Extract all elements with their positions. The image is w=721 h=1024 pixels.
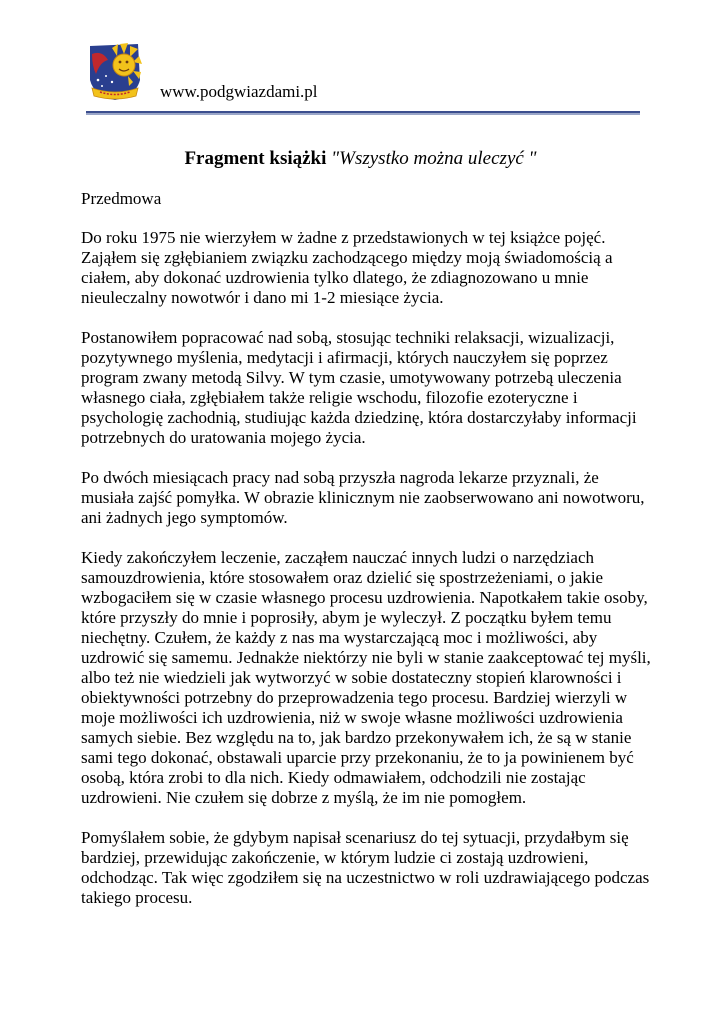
paragraph: Postanowiłem popracować nad sobą, stosując techniki relaksacji, wizualizacji, pozytywnego myślenia, medytacji i afirmacji, których nauczyłem się poprzez program zwany metodą Silvy. W tym czasie, umotywowany potrzebą uleczenia własnego ciała, zgłębiałem także religie wschodu, filozofie ezoteryczne i psychologię zachodnią, studiując każda dziedzinę, która dostarczyłaby informacji potrzebnych do uratowania mojego życia. [81, 328, 637, 447]
paragraph: Kiedy zakończyłem leczenie, zacząłem nauczać innych ludzi o narzędziach samouzdrowienia, które stosowałem oraz dzielić się spostrzeżeniami, o jakie wzbogaciłem się w czasie własnego procesu uzdrowienia. Napotkałem takie osoby, które przyszły do mnie i poprosiły, abym je wyleczył. Z początku byłem temu niechętny. Czułem, że każdy z nas ma wystarczającą moc i możliwości, aby uzdrowić się samemu. Jednakże niektórzy nie byli w stanie zaakceptować tej myśli, albo też nie wiedzieli jak wytworzyć w sobie dostateczny stopień klarowności i obiektywności potrzebny do przeprowadzenia tego procesu. Bardziej wierzyli w moje możliwości ich uzdrowienia, niż w swoje własne możliwości uzdrowienia samych siebie. Bez względu na to, jak bardzo przekonywałem ich, że są w stanie sami tego dokonać, obstawali uparcie przy przekonaniu, że to ja powinienem być osobą, która zrobi to dla nich. Kiedy odmawiałem, odchodzili nie zostając uzdrowieni. Nie czułem się dobrze z myślą, że im nie pomogłem. [81, 548, 651, 807]
header-divider [86, 111, 640, 113]
title-book-name: "Wszystko można uleczyć " [331, 148, 537, 169]
title-prefix: Fragment książki [184, 148, 332, 169]
document-title [0, 147, 721, 171]
podgwiazdami-logo [86, 40, 144, 102]
site-url[interactable]: www.podgwiazdami.pl [160, 82, 318, 101]
document-body [81, 189, 651, 928]
paragraph: Po dwóch miesiącach pracy nad sobą przyszła nagroda lekarze przyznali, że musiała zajść pomyłka. W obrazie klinicznym nie zaobserwowano ani nowotworu, ani żadnych jego symptomów. [81, 468, 645, 527]
page-header [86, 40, 632, 116]
paragraph: Pomyślałem sobie, że gdybym napisał scenariusz do tej sytuacji, przydałbym się bardziej, przewidując zakończenie, w którym ludzie ci zostają uzdrowieni, odchodząc. Tak więc zgodziłem się na uczestnictwo w roli uzdrawiającego podczas takiego procesu. [81, 828, 650, 907]
paragraph: Do roku 1975 nie wierzyłem w żadne z przedstawionych w tej książce pojęć. Zająłem się zgłębianiem związku zachodzącego między moją świadomością a ciałem, aby dokonać uzdrowienia tylko dlatego, że zdiagnozowano u mnie nieuleczalny nowotwór i dano mi 1-2 miesiące życia. [81, 228, 613, 307]
preface-heading: Przedmowa [81, 189, 162, 208]
